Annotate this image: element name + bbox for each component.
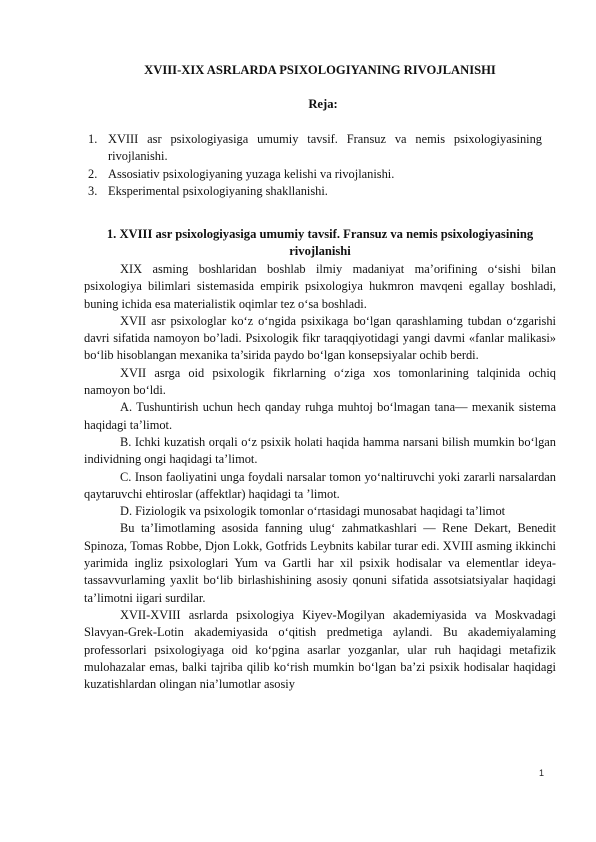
plan-item [88,183,542,200]
plan-heading: Reja: [308,97,338,111]
paragraph: D. Fiziologik va psixologik tomonlar o‘rtasidagi munosabat haqidagi ta’limot [120,504,506,519]
plan-item [88,166,542,183]
plan-item-number: 2. [88,166,98,181]
plan-item-text: XVIII asr psixologiyasiga umumiy tavsif. Fransuz va nemis psixologiyasining rivojlanishi. [108,132,542,164]
section-heading: 1. XVIII asr psixologiyasiga umumiy tavsif. Fransuz va nemis psixologiyasining rivojlanishi [106,227,534,259]
paragraph: XIX asming boshlaridan boshlab ilmiy madaniyat ma’orifining o‘sishi bilan psixologiya bilimlari sistemasida empirik psixologiya hukmron mavqeni egallay boshladi, buning ichida esa materialistik oqimlar tez o‘sa boshladi. [84,262,556,311]
paragraph: B. Ichki kuzatish orqali o‘z psixik holati haqida hamma narsani bilish mumkin bo‘lgan individning ongi haqidagi ta’limot. [84,434,556,467]
body-text [84,261,556,693]
paragraph: XVII asrga oid psixologik fikrlarning o‘ziga xos tomonlarining talqinida ochiq namoyon bo‘ldi. [84,365,556,398]
paragraph: Bu ta’Iimotlaming asosida fanning ulug‘ zahmatkashlari — Rene Dekart, Benedit Spinoza, Tomas Robbe, Djon Lokk, Gotfrids Leybnits kabilar turar edi. XVIII asming ikkinchi yarimida ingliz psixologlari Yum va Gartli har xil psixik hodisalar va elementlar ideya-tassavvurlaming yaxlit bo‘lib birlashishining asosiy qonuni sifatida assotsiatsiyalar haqidagi ta’limotni iigari surdilar. [84,521,556,605]
paragraph: XVII asr psixologlar ko‘z o‘ngida psixikaga bo‘lgan qarashlaming tubdan o‘zgarishi davri sifatida namoyon bo’ladi. Psixologik fikr taraqqiyotidagi yangi davmi «fanlar malikasi» bo‘lib hisoblangan mexanika ta’sirida paydo bo‘lgan konsepsiyalar ochib berdi. [84,313,556,363]
plan-item-number: 1. [88,132,98,146]
plan-item-text: Eksperimental psixologiyaning shakllanishi. [108,183,328,198]
paragraph: XVII-XVIII asrlarda psixologiya Kiyev-Mogilyan akademiyasida va Moskvadagi Slavyan-Grek-Lotin akademiyasida o‘qitish predmetiga aylandi. Bu akademiyalaming professorlari psixologiyaga oid ko‘pgina asarlar yozganlar, ular ruh haqidagi metafizik mulohazalar emas, balki tajriba qilib ko‘rish mumkin bo‘lgan ba’zi psixik hodisalar haqidagi kuzatishlardan olingan nia’lumotlar asosiy [84,607,556,692]
plan-item-text: Assosiativ psixologiyaning yuzaga kelishi va rivojlanishi. [108,166,395,181]
document-title: XVIII-XIX ASRLARDA PSIXOLOGIYANING RIVOJLANISHI [144,63,496,77]
plan-item [88,131,542,166]
paragraph: C. Inson faoliyatini unga foydali narsalar tomon yo‘naltiruvchi yoki zararli narsalardan qaytaruvchi ehtiroslar (affektlar) haqidagi ta ’limot. [84,469,556,501]
plan-item-number: 3. [88,183,98,198]
plan-list [88,131,542,200]
paragraph: A. Tushuntirish uchun hech qanday ruhga muhtoj bo‘lmagan tana— mexanik sistema haqidagi ta’limot. [84,400,556,432]
page-number: 1 [539,768,545,778]
